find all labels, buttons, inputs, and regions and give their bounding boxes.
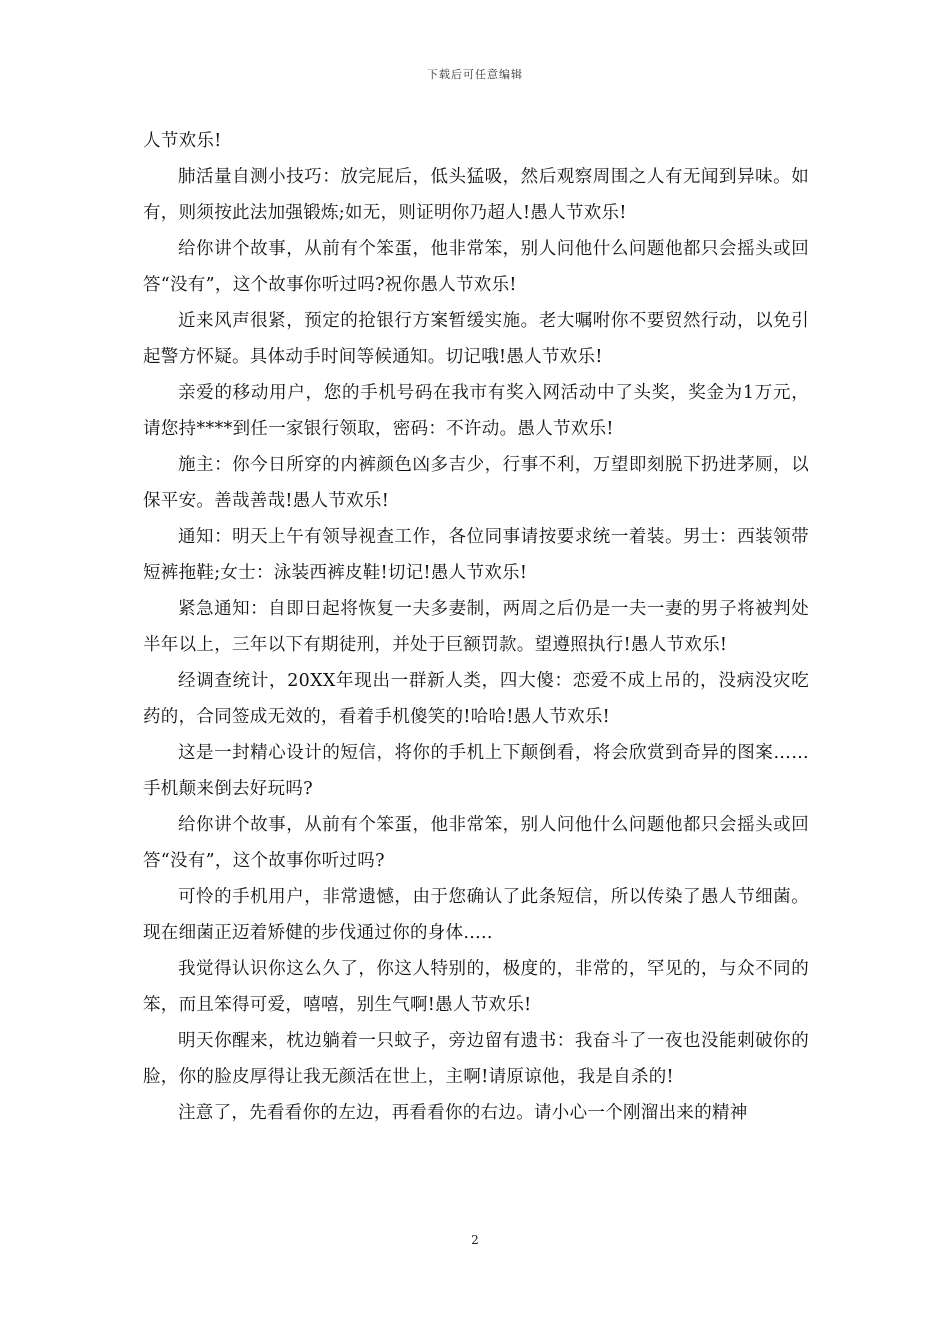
paragraph: 通知：明天上午有领导视查工作，各位同事请按要求统一着装。男士：西装领带短裤拖鞋;女士：泳装西裤皮鞋!切记!愚人节欢乐!	[143, 527, 809, 583]
paragraph: 经调查统计，20XX年现出一群新人类，四大傻：恋爱不成上吊的，没病没灾吃药的，合同签成无效的，看着手机傻笑的!哈哈!愚人节欢乐!	[143, 671, 809, 727]
document-body	[143, 123, 809, 1131]
paragraph: 给你讲个故事，从前有个笨蛋，他非常笨，别人问他什么问题他都只会摇头或回答“没有”，这个故事你听过吗?祝你愚人节欢乐!	[143, 239, 809, 295]
paragraph: 可怜的手机用户，非常遗憾，由于您确认了此条短信，所以传染了愚人节细菌。现在细菌正迈着矫健的步伐通过你的身体.....	[143, 887, 809, 943]
paragraph: 注意了，先看看你的左边，再看看你的右边。请小心一个刚溜出来的精神	[178, 1103, 748, 1123]
paragraph: 我觉得认识你这么久了，你这人特别的，极度的，非常的，罕见的，与众不同的笨，而且笨得可爱，嘻嘻，别生气啊!愚人节欢乐!	[143, 959, 809, 1015]
paragraph: 近来风声很紧，预定的抢银行方案暂缓实施。老大嘱咐你不要贸然行动，以免引起警方怀疑。具体动手时间等候通知。切记哦!愚人节欢乐!	[143, 311, 809, 367]
paragraph: 这是一封精心设计的短信，将你的手机上下颠倒看，将会欣赏到奇异的图案……手机颠来倒去好玩吗?	[143, 743, 809, 799]
page-number: 2	[471, 1233, 479, 1247]
paragraph: 施主：你今日所穿的内裤颜色凶多吉少，行事不利，万望即刻脱下扔进茅厕，以保平安。善哉善哉!愚人节欢乐!	[143, 455, 809, 511]
page-header: 下载后可任意编辑	[427, 68, 523, 81]
paragraph: 给你讲个故事，从前有个笨蛋，他非常笨，别人问他什么问题他都只会摇头或回答“没有”，这个故事你听过吗?	[143, 815, 809, 871]
paragraph: 明天你醒来，枕边躺着一只蚊子，旁边留有遗书：我奋斗了一夜也没能刺破你的脸，你的脸皮厚得让我无颜活在世上，主啊!请原谅他，我是自杀的!	[143, 1031, 809, 1087]
paragraph: 紧急通知：自即日起将恢复一夫多妻制，两周之后仍是一夫一妻的男子将被判处半年以上，三年以下有期徒刑，并处于巨额罚款。望遵照执行!愚人节欢乐!	[143, 599, 809, 655]
paragraph: 亲爱的移动用户，您的手机号码在我市有奖入网活动中了头奖，奖金为1万元，请您持****到任一家银行领取，密码：不许动。愚人节欢乐!	[143, 383, 809, 439]
paragraph: 肺活量自测小技巧：放完屁后，低头猛吸，然后观察周围之人有无闻到异味。如有，则须按此法加强锻炼;如无，则证明你乃超人!愚人节欢乐!	[143, 167, 809, 223]
paragraph: 人节欢乐!	[143, 131, 222, 151]
